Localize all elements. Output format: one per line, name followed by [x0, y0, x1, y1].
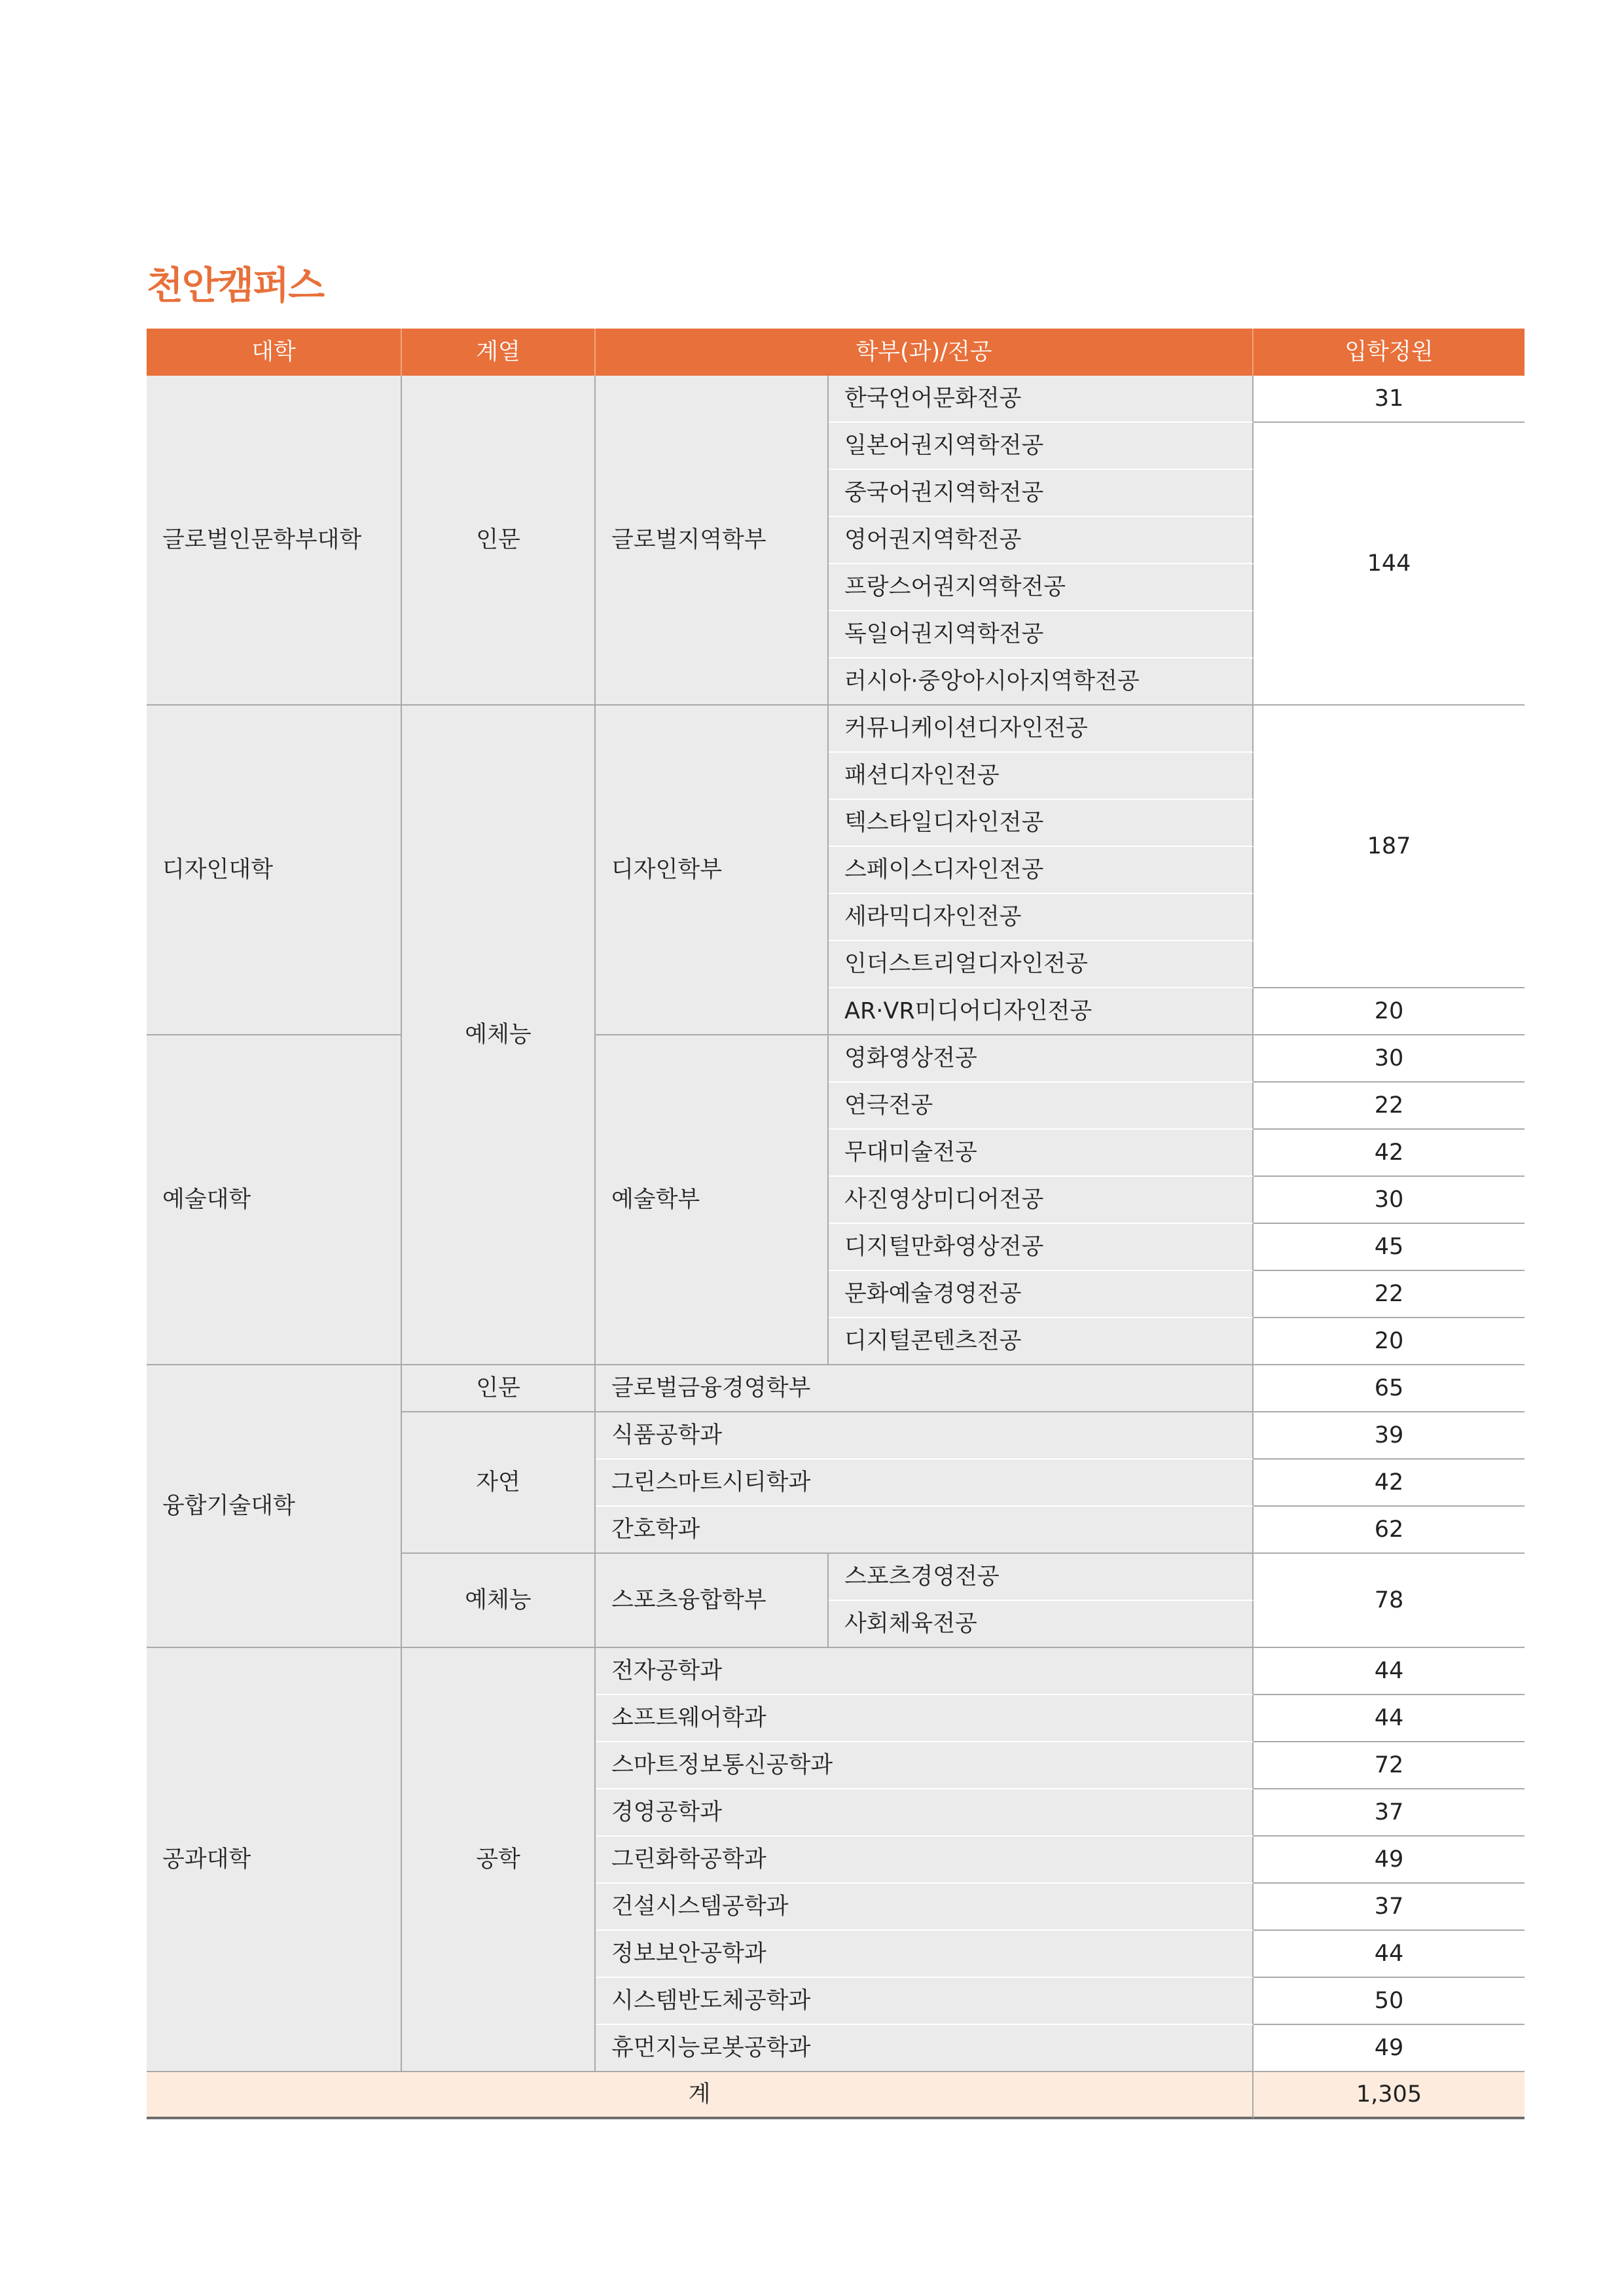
- department-cell: 전자공학과: [596, 1648, 1254, 1695]
- quota-cell: 65: [1254, 1365, 1525, 1412]
- quota-cell: 49: [1254, 1837, 1525, 1884]
- major-cell: 무대미술전공: [829, 1130, 1254, 1177]
- department-cell: 간호학과: [596, 1507, 1254, 1554]
- field-cell: 예체능: [402, 706, 596, 1365]
- quota-cell: 30: [1254, 1177, 1525, 1224]
- major-cell: AR·VR미디어디자인전공: [829, 988, 1254, 1035]
- quota-cell: 72: [1254, 1742, 1525, 1789]
- header-department: 학부(과)/전공: [596, 329, 1254, 376]
- quota-cell: 20: [1254, 988, 1525, 1035]
- quota-cell: 37: [1254, 1789, 1525, 1837]
- table-row: [147, 1035, 1525, 1083]
- major-cell: 프랑스어권지역학전공: [829, 564, 1254, 611]
- major-cell: 디지털만화영상전공: [829, 1224, 1254, 1271]
- major-cell: 일본어권지역학전공: [829, 423, 1254, 470]
- table-row: [147, 1648, 1525, 1695]
- quota-cell: 22: [1254, 1271, 1525, 1318]
- quota-cell: 62: [1254, 1507, 1525, 1554]
- department-cell: 예술학부: [596, 1035, 829, 1365]
- major-cell: 인더스트리얼디자인전공: [829, 941, 1254, 988]
- major-cell: 사진영상미디어전공: [829, 1177, 1254, 1224]
- major-cell: 중국어권지역학전공: [829, 470, 1254, 517]
- field-cell: 인문: [402, 1365, 596, 1412]
- department-cell: 경영공학과: [596, 1789, 1254, 1837]
- department-cell: 그린스마트시티학과: [596, 1460, 1254, 1507]
- major-cell: 사회체육전공: [829, 1601, 1254, 1648]
- major-cell: 스페이스디자인전공: [829, 847, 1254, 894]
- college-cell: 공과대학: [147, 1648, 402, 2072]
- header-college: 대학: [147, 329, 402, 376]
- department-cell: 글로벌지역학부: [596, 376, 829, 706]
- field-cell: 자연: [402, 1412, 596, 1554]
- department-cell: 정보보안공학과: [596, 1931, 1254, 1978]
- department-cell: 글로벌금융경영학부: [596, 1365, 1254, 1412]
- header-quota: 입학정원: [1254, 329, 1525, 376]
- major-cell: 텍스타일디자인전공: [829, 800, 1254, 847]
- quota-cell: 42: [1254, 1460, 1525, 1507]
- major-cell: 영어권지역학전공: [829, 517, 1254, 564]
- major-cell: 패션디자인전공: [829, 753, 1254, 800]
- major-cell: 연극전공: [829, 1083, 1254, 1130]
- admission-quota-table: [147, 329, 1525, 2119]
- department-cell: 스마트정보통신공학과: [596, 1742, 1254, 1789]
- college-cell: 글로벌인문학부대학: [147, 376, 402, 706]
- field-cell: 공학: [402, 1648, 596, 2072]
- college-cell: 디자인대학: [147, 706, 402, 1035]
- quota-cell: 78: [1254, 1554, 1525, 1648]
- field-cell: 예체능: [402, 1554, 596, 1648]
- major-cell: 문화예술경영전공: [829, 1271, 1254, 1318]
- quota-cell: 49: [1254, 2025, 1525, 2072]
- quota-cell: 45: [1254, 1224, 1525, 1271]
- major-cell: 독일어권지역학전공: [829, 611, 1254, 658]
- quota-cell: 39: [1254, 1412, 1525, 1460]
- quota-cell: 144: [1254, 423, 1525, 706]
- major-cell: 디지털콘텐츠전공: [829, 1318, 1254, 1365]
- table-row: [147, 376, 1525, 423]
- quota-cell: 187: [1254, 706, 1525, 988]
- quota-cell: 30: [1254, 1035, 1525, 1083]
- department-cell: 시스템반도체공학과: [596, 1978, 1254, 2025]
- college-cell: 융합기술대학: [147, 1365, 402, 1648]
- major-cell: 영화영상전공: [829, 1035, 1254, 1083]
- quota-cell: 37: [1254, 1884, 1525, 1931]
- department-cell: 디자인학부: [596, 706, 829, 1035]
- quota-cell: 31: [1254, 376, 1525, 423]
- quota-cell: 20: [1254, 1318, 1525, 1365]
- field-cell: 인문: [402, 376, 596, 706]
- major-cell: 세라믹디자인전공: [829, 894, 1254, 941]
- table-header-row: [147, 329, 1525, 376]
- quota-cell: 50: [1254, 1978, 1525, 2025]
- total-row: [147, 2072, 1525, 2119]
- quota-cell: 22: [1254, 1083, 1525, 1130]
- total-value: 1,305: [1254, 2072, 1525, 2119]
- department-cell: 그린화학공학과: [596, 1837, 1254, 1884]
- department-cell: 휴먼지능로봇공학과: [596, 2025, 1254, 2072]
- major-cell: 스포츠경영전공: [829, 1554, 1254, 1601]
- major-cell: 커뮤니케이션디자인전공: [829, 706, 1254, 753]
- page-title: 천안캠퍼스: [147, 263, 324, 308]
- header-field: 계열: [402, 329, 596, 376]
- quota-cell: 44: [1254, 1931, 1525, 1978]
- department-cell: 건설시스템공학과: [596, 1884, 1254, 1931]
- total-label: 계: [147, 2072, 1254, 2119]
- quota-cell: 44: [1254, 1695, 1525, 1742]
- department-cell: 스포츠융합학부: [596, 1554, 829, 1648]
- table-row: [147, 1365, 1525, 1412]
- table-row: [147, 706, 1525, 753]
- quota-cell: 44: [1254, 1648, 1525, 1695]
- department-cell: 소프트웨어학과: [596, 1695, 1254, 1742]
- major-cell: 러시아·중앙아시아지역학전공: [829, 658, 1254, 706]
- major-cell: 한국언어문화전공: [829, 376, 1254, 423]
- department-cell: 식품공학과: [596, 1412, 1254, 1460]
- college-cell: 예술대학: [147, 1035, 402, 1365]
- quota-cell: 42: [1254, 1130, 1525, 1177]
